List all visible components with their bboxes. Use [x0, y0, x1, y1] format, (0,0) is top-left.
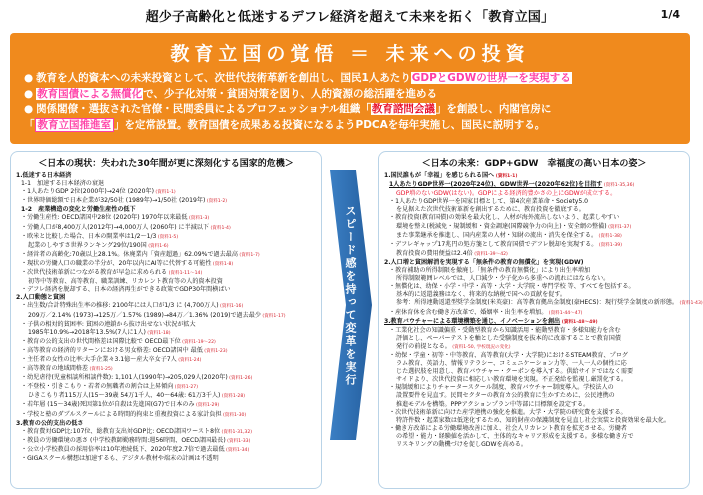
line-text: ・次世代技術革新に向けた産学連携の強化を推進。大学・大学院の研究費を支援する。 — [389, 408, 627, 416]
highlight-text: 教育立国推進室 — [35, 118, 115, 132]
arrow-label — [326, 205, 374, 425]
policy-banner — [10, 33, 690, 144]
text-line — [16, 269, 316, 278]
section-heading — [384, 318, 684, 327]
line-text: ・高等教育の地域間格差 — [21, 365, 89, 373]
line-text: ・規制緩和によりチャータースクール制度、教育バウチャー制度導入。学校法人の — [389, 384, 614, 392]
line-text: ラム教育、英語力、情報リテラシー、コミュニケーション力等、一人一人の個性に応 — [396, 360, 627, 368]
text-line — [16, 260, 316, 269]
text-line — [16, 312, 316, 321]
text-line — [384, 352, 684, 360]
reference-note: (資料1-25) — [88, 367, 113, 373]
section-heading — [16, 172, 316, 180]
text-line — [16, 188, 316, 197]
reference-note: (資料1-35,36) — [602, 183, 635, 189]
text-line — [16, 242, 316, 251]
banner-text: で、少子化対策・貧困対策を図り、人的資源の総活躍を進める — [143, 87, 437, 100]
text-line — [16, 374, 316, 383]
line-text: ・働き方改革による労働環境改善に加え、社会人リカレント教育を拡充させる。労働者 — [389, 424, 627, 432]
line-text: ・無償化は、幼保・小学・中学・高等・大学・大学院・専門学校 等、すべてを包括する。 — [389, 283, 635, 291]
banner-text: 」を創設し、内閣官房に — [435, 103, 552, 115]
text-line — [16, 446, 316, 455]
text-line — [384, 441, 684, 449]
line-text: 起業のしやすさ世界ランキング29位/190国 — [28, 241, 147, 249]
line-text: ・1人あたりGDP 2位(2000年)→24位 (2020年) — [21, 188, 154, 196]
line-text: 所得制限範囲レベルでは、人口減少・少子化から多重への流れにはならない。 — [396, 275, 610, 283]
line-text: ・出生数/合計特殊出生率の推移: 2100年には人口が1/3 に (4,700万人) — [21, 302, 219, 310]
document-title: 超少子高齢化と低迷するデフレ経済を超えて未来を拓く「教育立国」 — [145, 10, 555, 25]
line-text: ・公立小学校教員の採用倍率は10年連続低下、2020年度2.7倍で過去最低 — [21, 445, 225, 453]
text-line — [16, 455, 316, 463]
line-text: ・教員の労働環境の悪さ (中学校教師勤務時間:週56時間、OECD諸国最長) — [21, 436, 226, 444]
reference-note: (資料1-34) — [224, 447, 250, 453]
reference-note: (資料1-16) — [218, 304, 244, 310]
text-line — [16, 251, 316, 260]
reference-note: (資料1-24) — [176, 357, 202, 363]
text-line — [384, 241, 684, 250]
reference-note: (資料1-50, 学校現況の変化) — [450, 344, 511, 350]
bullet-icon: ● — [24, 72, 34, 84]
banner-point-1 — [24, 71, 676, 87]
reference-note: (資料1-1) — [153, 190, 176, 196]
line-text: ・工業化社会の知識偏重・受動型教育から知識活用・能動型教育・多様知能力を含む — [389, 326, 621, 334]
line-text: GDP増のないGDW(はない)。GDPによる経済的豊かさの上にGDWが成立する。 — [396, 190, 617, 198]
reference-note: (資料1-17) — [260, 313, 286, 319]
text-line — [16, 302, 316, 311]
line-text: 209万／2.14% (1973)→125万／1.57% (1989)→84万／1.36% (2019)で過去最少 — [28, 311, 261, 319]
highlight-text: 教育諮問会議 — [371, 103, 435, 115]
text-line — [384, 223, 684, 232]
text-line — [384, 401, 684, 409]
line-text: ・労働生産性: OECD諸国中28位 (2020年) 1970年以来最低 — [21, 214, 188, 222]
line-text: 2.人口増と貧困解消を実現する「無条件の教育の無償化」を実現(GDW) — [384, 258, 584, 266]
line-text: ・世界時価総額で日本企業が32/50社 (1989年)→1/50社 (2019年) — [21, 197, 206, 205]
line-text: 発行の前提となる。 — [396, 342, 451, 350]
text-line — [384, 409, 684, 417]
text-line — [16, 233, 316, 242]
panel-body — [379, 172, 703, 449]
line-text: 参考：所得連動返還型奨学金制度(米英豪)：高等教育拠出金制度(豪HECS)：現行奨学金制度の新形態。 — [396, 299, 679, 307]
line-text: ・1人あたりGDP世界一を国家目標として、第4次産業革命・Society5.0 — [389, 198, 589, 206]
text-line — [384, 275, 684, 283]
text-line — [384, 335, 684, 343]
reference-note: (資料1-2) — [205, 199, 228, 205]
text-line — [384, 417, 684, 425]
reference-note: (資料1-7) — [237, 252, 260, 258]
reference-note: (資料1-27) — [173, 385, 199, 391]
reference-note: (資料1-39) — [597, 242, 623, 248]
line-text: ・不登校・引きこもり・若者の無職者の割合は上昇傾向 — [21, 383, 174, 391]
line-text: 設置要件を見直す。民間セクターの教育カ公的教育に生かすために、公民連携の — [396, 392, 615, 400]
line-text: ・学校と塾のダブルスクールによる時間的拘束と重複投資による家計負担 — [21, 410, 222, 418]
reference-note: (資料1-44～47) — [547, 310, 583, 316]
reference-note: (資料1-30) — [221, 412, 247, 418]
section-heading — [384, 172, 684, 181]
text-line — [16, 214, 316, 223]
reference-note: (資料1-28) — [220, 394, 246, 400]
line-text: 1.国民誰もが「幸福」を感じられる国へ — [384, 172, 495, 179]
reference-note: (資料1-38) — [597, 233, 622, 239]
text-line — [16, 437, 316, 446]
reference-note: (資料1-4) — [209, 225, 231, 231]
reference-note: (資料1-6) — [146, 243, 169, 249]
line-text: ・GIGAスクール構想は加速するも、デジタル教材や端末の計画は不透明 — [21, 455, 219, 462]
text-line — [16, 180, 316, 188]
text-line — [384, 433, 684, 441]
text-line — [16, 278, 316, 286]
future-vision-panel — [378, 151, 703, 489]
banner-text: 教育を人的資本への未来投資として、次世代技術革新を創出し、国民1人あたり — [36, 72, 411, 84]
banner-text: 」を定常設置。教育国債を成果ある投資になるようPDCAを毎年実施し、国民に説明する。 — [114, 118, 546, 131]
reference-note: (資料1-43) — [678, 301, 703, 307]
banner-text: 関係閣僚・選抜された官僚・民間委員によるプロフェッショナル組織「 — [36, 103, 371, 115]
reference-note: (資料1-19～22) — [180, 339, 216, 345]
section-heading — [16, 420, 316, 428]
text-line — [384, 250, 684, 259]
reference-note: (資料1-48～49) — [560, 319, 598, 325]
text-line — [384, 267, 684, 275]
line-text: ・デフレギャップ17兆円の処方箋として教育国債でデフレ脱却を実現する。 — [389, 240, 598, 248]
reference-note: (資料1-29) — [194, 403, 220, 409]
line-text: ・産休育休を含む働き方改革で、婚姻率・出生率を増加。 — [389, 308, 548, 316]
line-text: 評価とし、ペーパーテストを軸とした受験制度を抜本的に改革することで教育国債 — [396, 334, 621, 342]
reference-note: (資料1-31,32) — [220, 429, 253, 435]
line-text: ・労働人口が8,400万人(2012年)→4,000万人 (2060年) に半減以下 — [21, 223, 209, 231]
section-heading — [384, 259, 684, 267]
line-text: 1985年10.9%→2018年13.5%(7人に1人) — [28, 328, 146, 336]
text-line — [16, 411, 316, 420]
reference-note: (資料1-8) — [211, 261, 234, 267]
line-text: 1-2 産業構造の変化と労働生産性の低下 — [21, 206, 136, 214]
text-line — [384, 327, 684, 335]
reference-note: (資料1-1) — [494, 174, 518, 179]
line-text: を見据えた次世代技術革新を創出するために、教育投資を徹底する。 — [396, 206, 585, 214]
highlight-text: 教育国債による無償化 — [37, 87, 143, 100]
reference-note: (資料1-26) — [227, 376, 253, 382]
line-text: 1人あたりGDP世界一(2020年24位)、GDW世界一(2020年62位)を目指す — [389, 181, 603, 189]
text-line — [16, 321, 316, 329]
line-text: 初等中等教育、高等教育、職業訓練、リカレント教育等の人的資本投資 — [28, 278, 223, 286]
banner-point-3 — [24, 102, 676, 118]
text-line — [16, 401, 316, 410]
text-line — [16, 356, 316, 365]
line-text: ・若年層 (15～34歳)死因第1位が自殺は先進国(G7)で日本のみ — [21, 401, 195, 409]
line-text: ・高等教育の経済的リターンにおける男女格差: OECD諸国中 最低 — [21, 346, 203, 354]
line-text: 推進モデルを構築。PPPアクションプラン中等部に目標額を設定する。 — [396, 400, 590, 408]
panel-title: ＜日本の現状：失われた30年間が更に深刻化する国家的危機＞ — [38, 159, 294, 169]
line-text: 基本的に返還義務はなく、将来的な納税で国への貢献を促す。 — [396, 291, 567, 299]
text-line — [384, 392, 684, 400]
reference-note: (資料1-5) — [156, 234, 179, 240]
reference-note: (資料1-33) — [225, 438, 251, 444]
line-text: ・教育費対GDP比:107位、総教育支出対GDP比: OECD諸国ワースト8位 — [21, 427, 221, 435]
line-text: 1.低迷する日本経済 — [16, 172, 72, 179]
line-text: 3.教育の公的支出の低さ — [16, 419, 84, 427]
text-line — [16, 197, 316, 206]
text-line — [384, 360, 684, 368]
bullet-icon: ● — [24, 103, 34, 115]
panel-title: ＜日本の未来：GDP+GDW 幸福度の高い日本の姿＞ — [421, 159, 647, 169]
banner-text: 「 — [24, 118, 35, 131]
text-line — [384, 181, 684, 190]
line-text: ・経営者の高齢化:70歳以上28.1%。休廃業内「資産超過」62.09%で過去最高 — [21, 250, 238, 258]
line-text: ・デフレ経済を脱却する、日本の経済再生ができる政策でGDP30年間横ばい — [21, 286, 231, 294]
banner-point-2 — [24, 87, 676, 103]
banner-title: 教育立国の覚悟 ＝ 未来への投資 — [170, 43, 530, 65]
text-line — [384, 232, 684, 241]
text-line — [384, 425, 684, 433]
current-situation-panel — [10, 151, 322, 489]
text-line — [16, 383, 316, 392]
line-text: 特許件数・起業家数は低迷化するため、知的財産の保護制度を見直し社会実装と投資効果を最大化。 — [396, 416, 670, 424]
line-text: ・欧米と比較した場合、日本の開業率は1/2～1/3 — [21, 232, 157, 240]
line-text: ・幼保・学童・初等・中等教育、高等教育(大学・大学院)におけるSTEAM教育、プログ — [389, 351, 628, 359]
text-line — [384, 214, 684, 222]
line-text: ひきこもり者115万人(15～39歳 54万1千人、40～64歳: 61万3千人) — [28, 392, 221, 400]
reference-note: (資料1-3) — [187, 216, 210, 222]
reference-note: (資料1-37) — [606, 224, 632, 230]
highlight-text: GDPとGDWの世界一を実現する — [411, 72, 571, 84]
text-line — [16, 365, 316, 374]
text-line — [16, 338, 316, 347]
line-text: サイドより、次世代投資に相応しい教育環境を実現。不正発給を監視し厳罰化する。 — [396, 376, 628, 384]
line-text: 2.人口動態と貧困 — [16, 294, 66, 302]
text-line — [16, 347, 316, 356]
bullet-icon: ● — [24, 87, 34, 100]
reference-note: (資料1-39～42) — [472, 251, 508, 257]
line-text: ・現状の労働人口の職業の半分が、20年以内にAI等に代替する可能性 — [21, 259, 212, 267]
line-text: の希望・能力・経験値を活かして、主体的なキャリア形成を支援する。多様な働き方で — [396, 432, 634, 440]
text-line — [384, 343, 684, 352]
text-line — [16, 428, 316, 437]
text-line — [384, 309, 684, 318]
reference-note: (資料1-18) — [145, 330, 171, 336]
arrow-text: スピード感を持って変革を実行 — [344, 205, 357, 387]
reference-note: (資料1-11～14) — [167, 271, 203, 277]
text-line — [16, 329, 316, 338]
panel-body — [11, 172, 321, 463]
line-text: ・子供の相対的貧困率: 貧困の連鎖から抜け出せない状況が拡大 — [21, 320, 196, 328]
text-line — [16, 224, 316, 233]
line-text: ・次世代技術革新につながる教育が早急に求められる — [21, 269, 168, 277]
text-line — [384, 299, 703, 308]
reference-note: (資料1-23) — [202, 348, 228, 354]
line-text: ・教育投資(教育国債)の効果を最大化し、人材が海外流出しないよう、起業しやすい — [389, 214, 620, 222]
line-text: リスキリングの動機づけを促しGDWを高める。 — [396, 441, 527, 448]
line-text: じた選択肢を用意し、教育バウチャー・クーポンを導入する。供給サイドではなく需要 — [396, 368, 634, 376]
line-text: 環境を整え(税減免・規制緩和・資金調達(国際競争力の向上)・安全網の整備) — [396, 222, 607, 230]
line-text: ・教育の公的支出の世代間格差は国際比較で OECD最下位 — [21, 337, 181, 345]
line-text: また事業継承を推進し、国内産業の人材・知財の流出・消失を保全する。 — [396, 231, 598, 239]
page-number: 1/4 — [660, 8, 680, 21]
line-text: ・幼児虐待(児童相談所相談件数): 1,101人(1990年)→205,029人(2020年) — [21, 374, 228, 382]
line-text: ・主任者の女性の比率:大手企業々3.1億～産大卒女子7人 — [21, 355, 177, 363]
line-text: 教育投資の費用便益は2.4倍 — [396, 249, 473, 257]
line-text: ・教育補助の所得制限を撤廃し「無条件の教育無償化」により出生率増加 — [389, 267, 591, 275]
line-text: 3.教育バウチャーによる環境構築を通じ、イノベーションを創出 — [384, 317, 561, 325]
banner-point-3-cont — [24, 118, 676, 134]
line-text: 1-1 加速する日本経済の衰退 — [21, 180, 105, 188]
